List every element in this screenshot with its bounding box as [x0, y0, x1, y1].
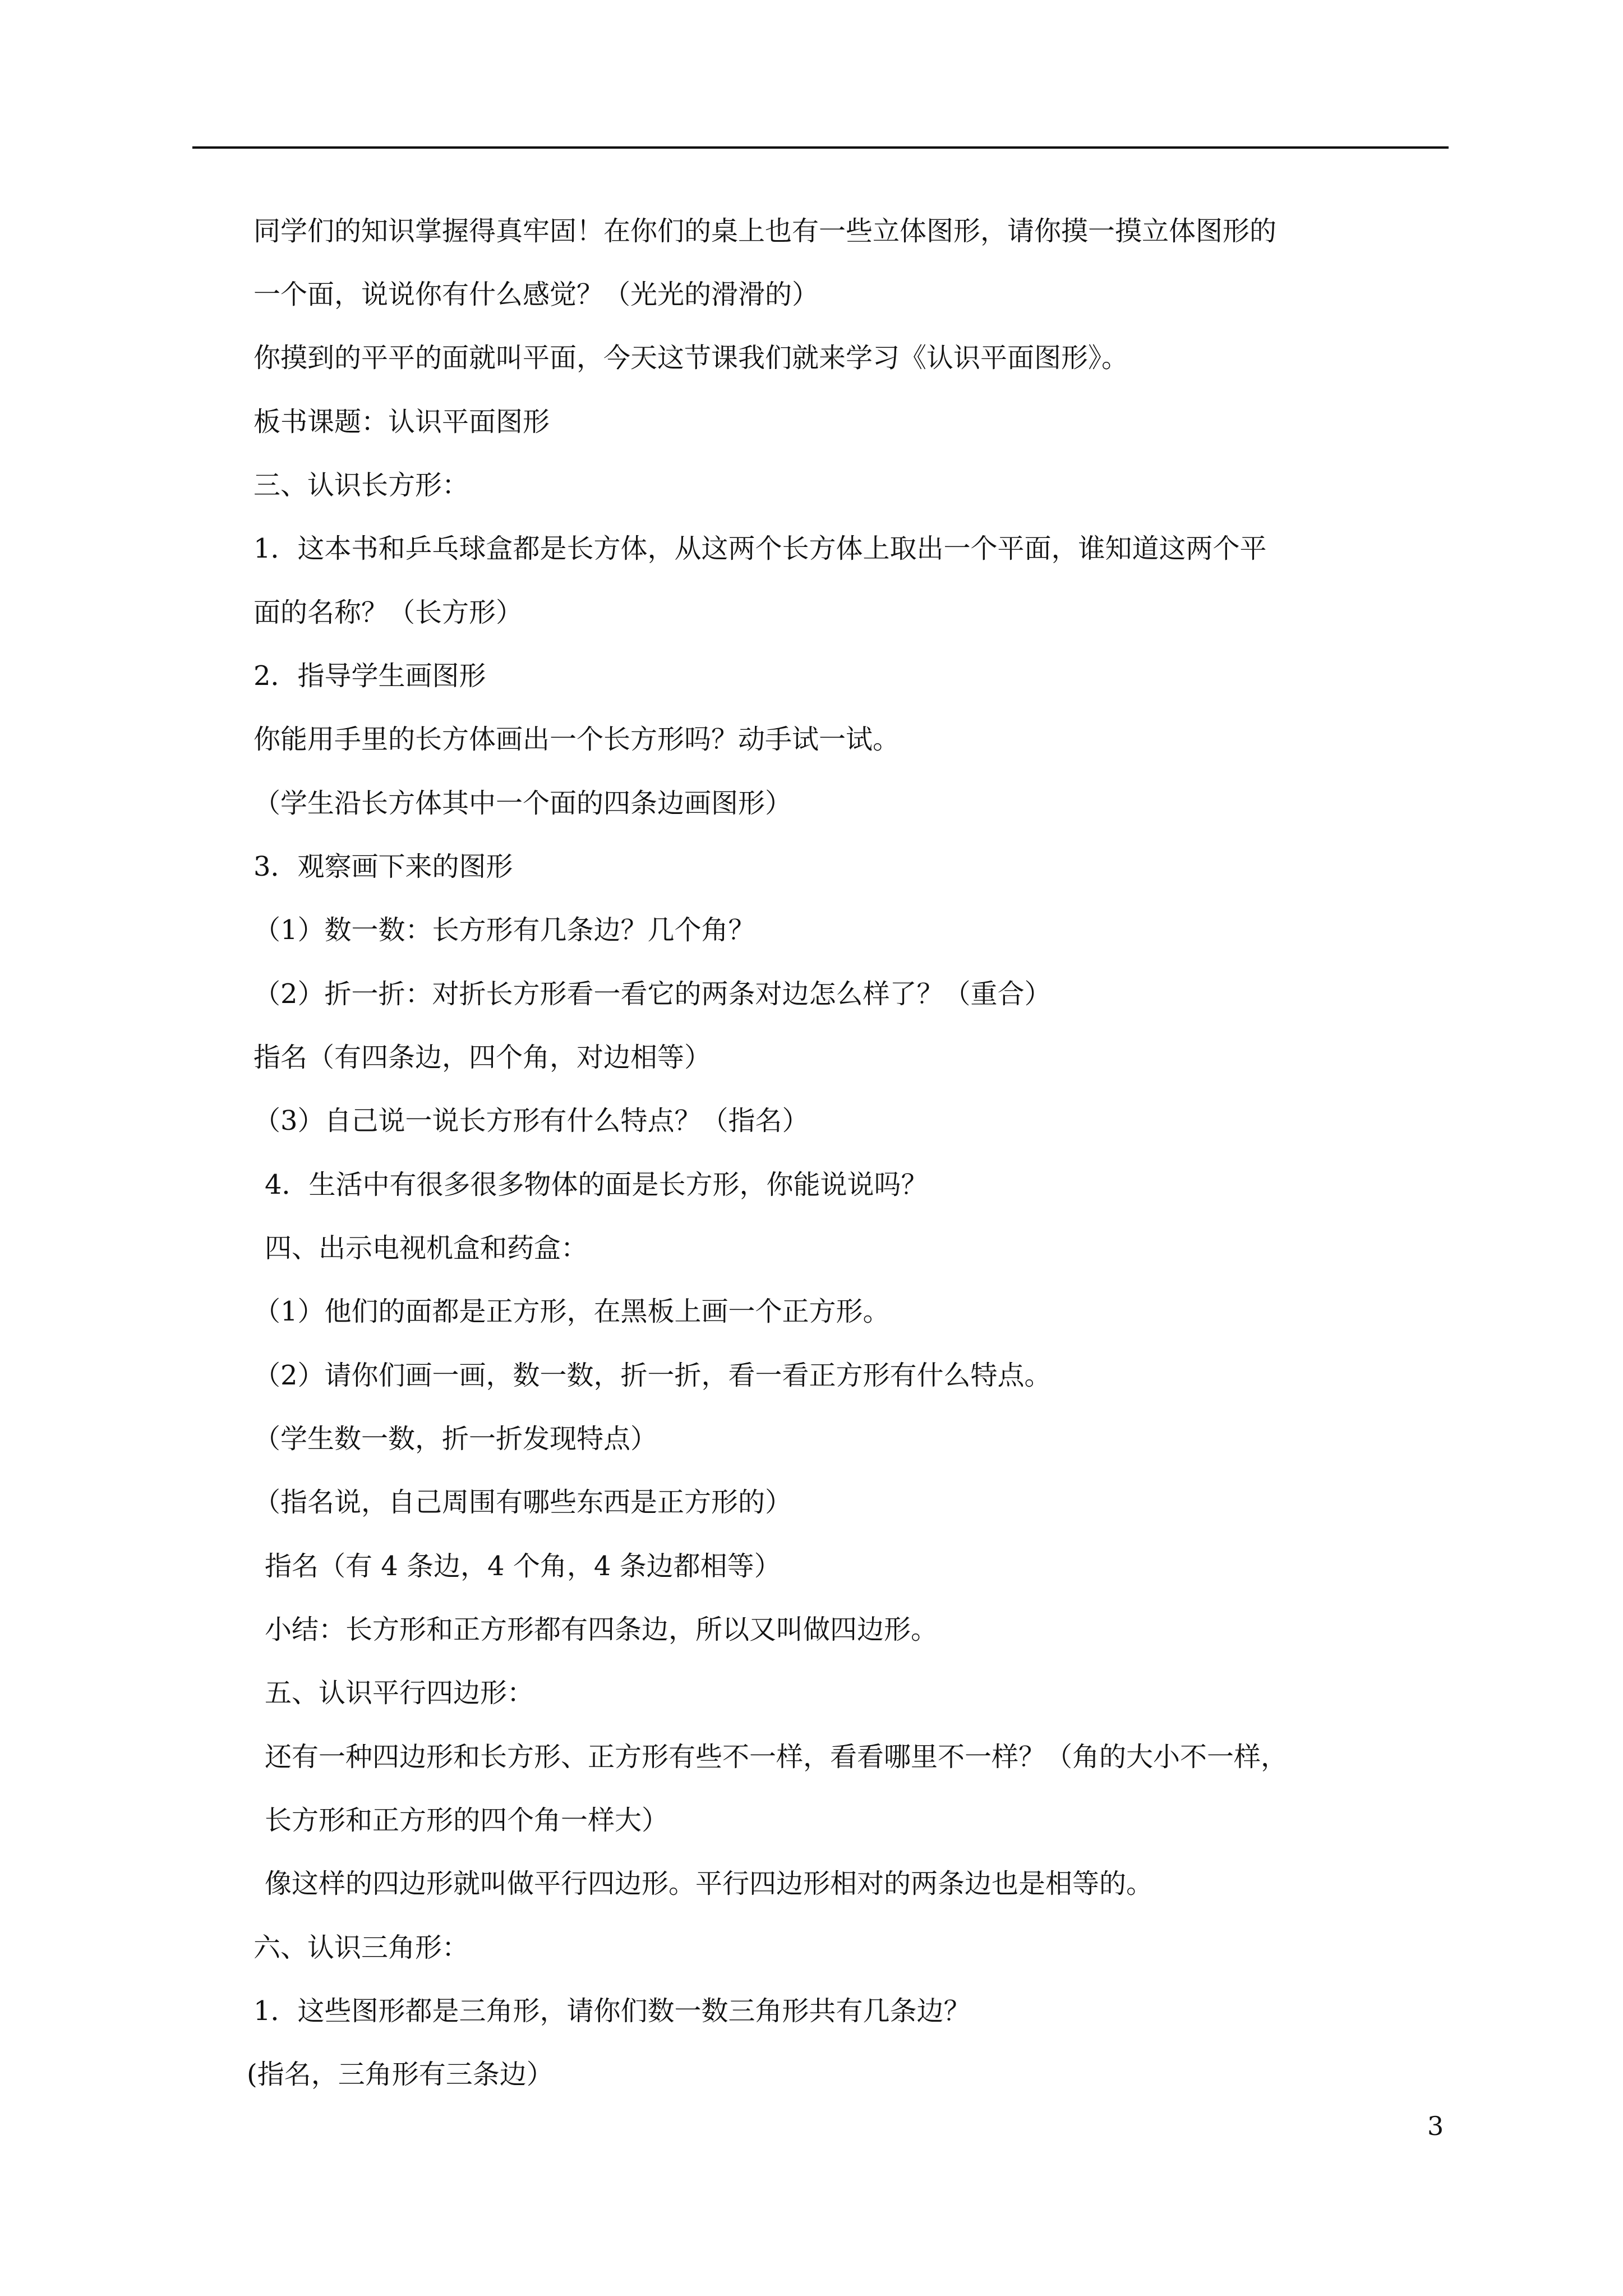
- page-number: 3: [1427, 2111, 1444, 2141]
- text-line: （学生沿长方体其中一个面的四条边画图形）: [253, 788, 792, 819]
- text-line: 3．观察画下来的图形: [253, 851, 513, 882]
- text-line: 还有一种四边形和长方形、正方形有些不一样，看看哪里不一样？（角的大小不一样，: [265, 1741, 1288, 1773]
- text-line: 1．这本书和乒乓球盒都是长方体，从这两个长方体上取出一个平面，谁知道这两个平: [253, 533, 1267, 564]
- text-line: 1．这些图形都是三角形，请你们数一数三角形共有几条边？: [253, 1995, 971, 2027]
- text-line: 面的名称？（长方形）: [253, 597, 523, 628]
- text-line: 一个面，说说你有什么感觉？（光光的滑滑的）: [253, 279, 819, 310]
- text-line: 小结：长方形和正方形都有四条边，所以又叫做四边形。: [265, 1614, 938, 1645]
- section-heading: 六、认识三角形：: [253, 1932, 469, 1963]
- text-line: 你能用手里的长方体画出一个长方形吗？动手试一试。: [253, 724, 900, 755]
- text-line: (指名，三角形有三条边）: [247, 2059, 554, 2090]
- section-heading: 五、认识平行四边形：: [265, 1677, 534, 1709]
- text-line: （学生数一数，折一折发现特点）: [253, 1423, 658, 1455]
- header-rule: [192, 146, 1449, 149]
- section-heading: 四、出示电视机盒和药盒：: [265, 1232, 588, 1264]
- text-line: （2）请你们画一画，数一数，折一折，看一看正方形有什么特点。: [253, 1360, 1052, 1391]
- text-line: 4．生活中有很多很多物体的面是长方形，你能说说吗？: [265, 1169, 928, 1200]
- text-line: 2．指导学生画图形: [253, 660, 486, 692]
- text-line: 板书课题：认识平面图形: [253, 406, 550, 438]
- text-line: （1）数一数：长方形有几条边？几个角？: [253, 914, 755, 946]
- text-line: 长方形和正方形的四个角一样大）: [265, 1805, 669, 1836]
- text-line: （1）他们的面都是正方形，在黑板上画一个正方形。: [253, 1296, 890, 1327]
- text-line: （指名说，自己周围有哪些东西是正方形的）: [253, 1487, 792, 1518]
- text-line: （3）自己说一说长方形有什么特点？（指名）: [253, 1105, 809, 1137]
- text-line: 像这样的四边形就叫做平行四边形。平行四边形相对的两条边也是相等的。: [265, 1868, 1154, 1899]
- text-line: （2）折一折：对折长方形看一看它的两条对边怎么样了？（重合）: [253, 978, 1052, 1010]
- text-line: 你摸到的平平的面就叫平面，今天这节课我们就来学习《认识平面图形》。: [253, 342, 1129, 374]
- text-line: 指名（有 4 条边，4 个角，4 条边都相等）: [265, 1550, 781, 1582]
- text-line: 同学们的知识掌握得真牢固！在你们的桌上也有一些立体图形，请你摸一摸立体图形的: [253, 215, 1277, 247]
- section-heading: 三、认识长方形：: [253, 470, 469, 501]
- text-line: 指名（有四条边，四个角，对边相等）: [253, 1042, 712, 1073]
